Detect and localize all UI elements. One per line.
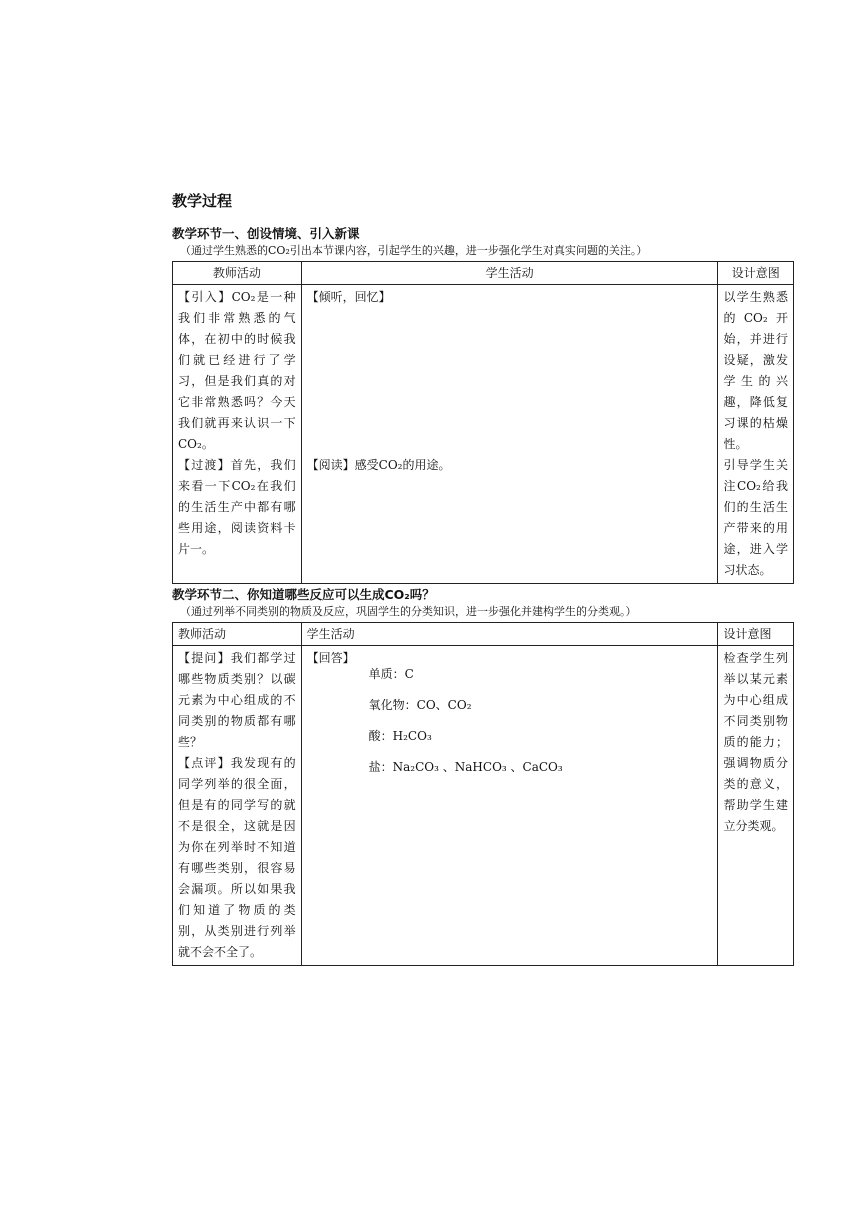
header-teacher: 教师活动 — [173, 623, 302, 646]
section-1-table — [172, 261, 794, 584]
teacher-para-transition: 【过渡】首先，我们来看一下CO₂在我们的生活生产中都有哪些用途，阅读资料卡片一。 — [178, 458, 296, 556]
intent-para: 检查学生列举以某元素为中心组成不同类别物质的能力；强调物质分类的意义，帮助学生建立分类观。 — [723, 651, 788, 833]
section-1-title: 教学环节一、创设情境、引入新课 — [172, 226, 360, 241]
design-intent-cell — [718, 646, 794, 966]
section-2-note: （通过列举不同类别的物质及反应，巩固学生的分类知识，进一步强化并建构学生的分类观。） — [180, 605, 637, 618]
table-row — [173, 285, 794, 584]
student-activity-cell — [301, 285, 718, 584]
intent-para-1: 以学生熟悉的CO₂开始，并进行设疑，激发学生的兴趣，降低复习课的枯燥性。 — [723, 290, 788, 451]
formula-salt: 盐：Na₂CO₃ 、NaHCO₃ 、CaCO₃ — [368, 760, 563, 774]
section-1-note: （通过学生熟悉的CO₂引出本节课内容，引起学生的兴趣，进一步强化学生对真实问题的关注。） — [180, 244, 648, 257]
teacher-activity-cell — [173, 285, 302, 584]
header-student: 学生活动 — [301, 262, 718, 285]
teacher-para-question: 【提问】我们都学过哪些物质类别？以碳元素为中心组成的不同类别的物质都有哪些？ — [178, 651, 296, 749]
table-header-row — [173, 623, 794, 646]
teacher-para-comment: 【点评】我发现有的同学列举的很全面，但是有的同学写的就不是很全，这就是因为你在列举时不知道有哪些类别，很容易会漏项。所以如果我们知道了物质的类别，从类别进行列举就不会不全了。 — [178, 756, 296, 959]
student-para-listen: 【倾听，回忆】 — [306, 290, 391, 304]
formula-oxide: 氧化物：CO、CO₂ — [368, 698, 472, 712]
header-intent: 设计意图 — [718, 262, 794, 285]
header-student: 学生活动 — [301, 623, 718, 646]
header-teacher: 教师活动 — [173, 262, 302, 285]
student-para-read: 【阅读】感受CO₂的用途。 — [306, 458, 451, 472]
student-activity-cell — [301, 646, 718, 966]
design-intent-cell — [718, 285, 794, 584]
section-2-title: 教学环节二、你知道哪些反应可以生成CO₂吗？ — [172, 587, 435, 602]
student-answer-label: 【回答】 — [306, 651, 355, 665]
formula-acid: 酸：H₂CO₃ — [368, 729, 432, 743]
doc-title: 教学过程 — [172, 192, 233, 210]
table-header-row — [173, 262, 794, 285]
table-row — [173, 646, 794, 966]
teacher-activity-cell — [173, 646, 302, 966]
teacher-para-intro: 【引入】CO₂是一种我们非常熟悉的气体，在初中的时候我们就已经进行了学习，但是我们真的对它非常熟悉吗？今天我们就再来认识一下CO₂。 — [178, 290, 296, 451]
formula-elemental: 单质：C — [368, 667, 414, 681]
header-intent: 设计意图 — [718, 623, 794, 646]
section-2-table — [172, 622, 794, 966]
document-page — [172, 190, 794, 966]
intent-para-2: 引导学生关注CO₂给我们的生活生产带来的用途，进入学习状态。 — [723, 458, 788, 577]
